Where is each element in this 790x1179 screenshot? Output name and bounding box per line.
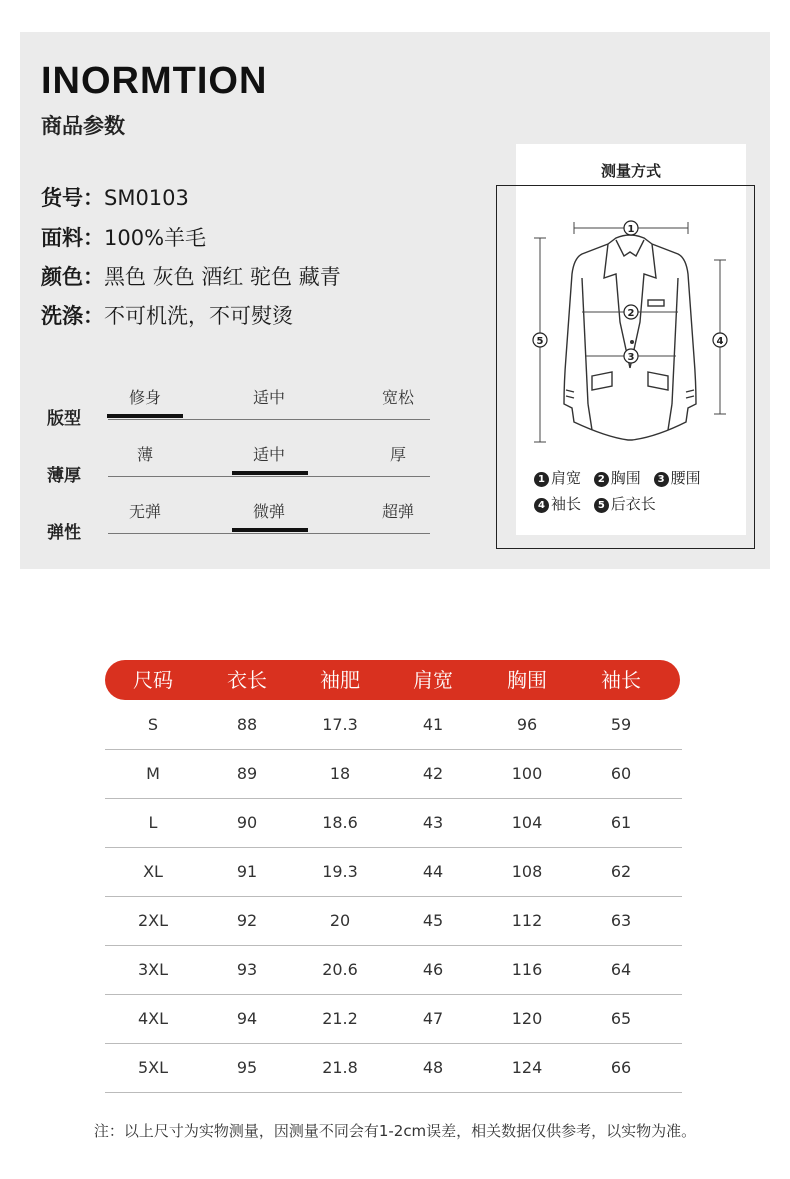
legend-number: 3 xyxy=(654,472,669,487)
legend-text: 肩宽 xyxy=(551,469,582,487)
table-cell: M xyxy=(146,764,160,783)
legend-text: 袖长 xyxy=(551,495,582,513)
table-cell: 92 xyxy=(236,911,258,930)
measurement-title: 测量方式 xyxy=(600,162,661,180)
scale-option: 宽松 xyxy=(381,388,414,407)
table-cell: 42 xyxy=(422,764,444,783)
table-cell: 96 xyxy=(516,715,538,734)
disclaimer-note: 注：以上尺寸为实物测量，因测量不同会有1-2cm误差，相关数据仅供参考，以实物为准。 xyxy=(93,1122,697,1140)
table-cell: 18 xyxy=(329,764,351,783)
marker-number: 2 xyxy=(627,308,635,319)
scale-option: 薄 xyxy=(136,445,153,464)
size-table-header xyxy=(105,660,680,700)
table-cell: 90 xyxy=(236,813,258,832)
table-cell: 45 xyxy=(422,911,444,930)
scale-option: 厚 xyxy=(389,445,406,464)
legend-number: 1 xyxy=(534,472,549,487)
table-cell: 2XL xyxy=(137,911,169,930)
spec-value: 100%羊毛 xyxy=(104,226,207,250)
scale-option: 适中 xyxy=(252,388,285,407)
scale-track xyxy=(108,533,430,534)
spec-label: 面料： xyxy=(41,226,104,250)
table-cell: 62 xyxy=(610,862,632,881)
table-cell: 5XL xyxy=(137,1058,169,1077)
scale-option: 修身 xyxy=(128,388,161,407)
table-row xyxy=(105,749,682,799)
scale-option: 超弹 xyxy=(381,502,414,521)
table-row xyxy=(105,700,682,750)
legend-number: 2 xyxy=(594,472,609,487)
table-cell: 41 xyxy=(422,715,444,734)
scale-selected-mark xyxy=(232,471,308,475)
table-cell: 112 xyxy=(511,911,543,930)
legend-text: 后衣长 xyxy=(610,495,656,513)
legend-text: 腰围 xyxy=(670,469,701,487)
legend-number: 5 xyxy=(594,498,609,513)
heading-chinese: 商品参数 xyxy=(41,114,125,138)
table-cell: 21.8 xyxy=(322,1058,358,1077)
table-row xyxy=(105,798,682,848)
table-cell: 20 xyxy=(329,911,351,930)
scale-selected-mark xyxy=(232,528,308,532)
table-cell: 66 xyxy=(610,1058,632,1077)
table-cell: 120 xyxy=(511,1009,543,1028)
header-cell: 衣长 xyxy=(227,668,267,692)
table-cell: 94 xyxy=(236,1009,258,1028)
table-cell: 64 xyxy=(610,960,632,979)
table-cell: L xyxy=(148,813,158,832)
spec-value: 不可机洗，不可熨烫 xyxy=(104,304,293,328)
table-cell: 60 xyxy=(610,764,632,783)
table-cell: 104 xyxy=(511,813,543,832)
table-cell: 47 xyxy=(422,1009,444,1028)
table-cell: 100 xyxy=(511,764,543,783)
table-cell: 4XL xyxy=(137,1009,169,1028)
table-cell: 18.6 xyxy=(322,813,358,832)
table-cell: 65 xyxy=(610,1009,632,1028)
table-row xyxy=(105,896,682,946)
table-cell: 124 xyxy=(511,1058,543,1077)
table-cell: 91 xyxy=(236,862,258,881)
product-info-panel xyxy=(20,32,770,569)
table-cell: 20.6 xyxy=(322,960,358,979)
table-cell: 95 xyxy=(236,1058,258,1077)
table-row xyxy=(105,945,682,995)
marker-number: 4 xyxy=(716,336,724,347)
spec-label: 洗涤： xyxy=(41,304,104,328)
scale-label-fit: 版型 xyxy=(47,409,81,429)
table-cell: 108 xyxy=(511,862,543,881)
heading-english: INORMTION xyxy=(41,60,268,102)
table-cell: 43 xyxy=(422,813,444,832)
scale-selected-mark xyxy=(107,414,183,418)
marker-number: 1 xyxy=(627,224,635,235)
spec-value: 黑色 灰色 酒红 驼色 藏青 xyxy=(104,265,341,289)
table-row xyxy=(105,847,682,897)
header-cell: 胸围 xyxy=(507,668,547,692)
table-cell: XL xyxy=(143,862,163,881)
header-cell: 袖肥 xyxy=(320,668,360,692)
table-cell: 19.3 xyxy=(322,862,358,881)
table-cell: 88 xyxy=(236,715,258,734)
spec-fabric xyxy=(41,222,206,252)
marker-number: 3 xyxy=(627,352,635,363)
table-cell: 48 xyxy=(422,1058,444,1077)
scale-option: 适中 xyxy=(252,445,285,464)
table-cell: 89 xyxy=(236,764,258,783)
table-cell: 116 xyxy=(511,960,543,979)
table-cell: 61 xyxy=(610,813,632,832)
scale-label-thickness: 薄厚 xyxy=(47,466,81,486)
marker-number: 5 xyxy=(536,336,544,347)
spec-label: 货号： xyxy=(41,186,104,210)
spec-label: 颜色： xyxy=(41,265,104,289)
spec-item-number xyxy=(41,182,189,212)
table-cell: 17.3 xyxy=(322,715,358,734)
table-cell: 63 xyxy=(610,911,632,930)
table-cell: S xyxy=(147,715,159,734)
spec-color xyxy=(41,261,341,291)
legend-text: 胸围 xyxy=(610,469,641,487)
legend-number: 4 xyxy=(534,498,549,513)
table-cell: 59 xyxy=(610,715,632,734)
table-cell: 3XL xyxy=(137,960,169,979)
scale-option: 无弹 xyxy=(128,502,161,521)
header-cell: 尺码 xyxy=(133,668,173,692)
table-cell: 46 xyxy=(422,960,444,979)
scale-label-elasticity: 弹性 xyxy=(47,523,81,543)
header-cell: 袖长 xyxy=(601,668,641,692)
scale-track xyxy=(108,419,430,420)
table-cell: 21.2 xyxy=(322,1009,358,1028)
header-cell: 肩宽 xyxy=(413,668,453,692)
table-row xyxy=(105,994,682,1044)
table-cell: 93 xyxy=(236,960,258,979)
measurement-frame xyxy=(496,185,755,549)
spec-washing xyxy=(41,300,293,330)
scale-track xyxy=(108,476,430,477)
table-row xyxy=(105,1043,682,1093)
spec-value: SM0103 xyxy=(104,186,189,210)
table-cell: 44 xyxy=(422,862,444,881)
scale-option: 微弹 xyxy=(252,502,285,521)
